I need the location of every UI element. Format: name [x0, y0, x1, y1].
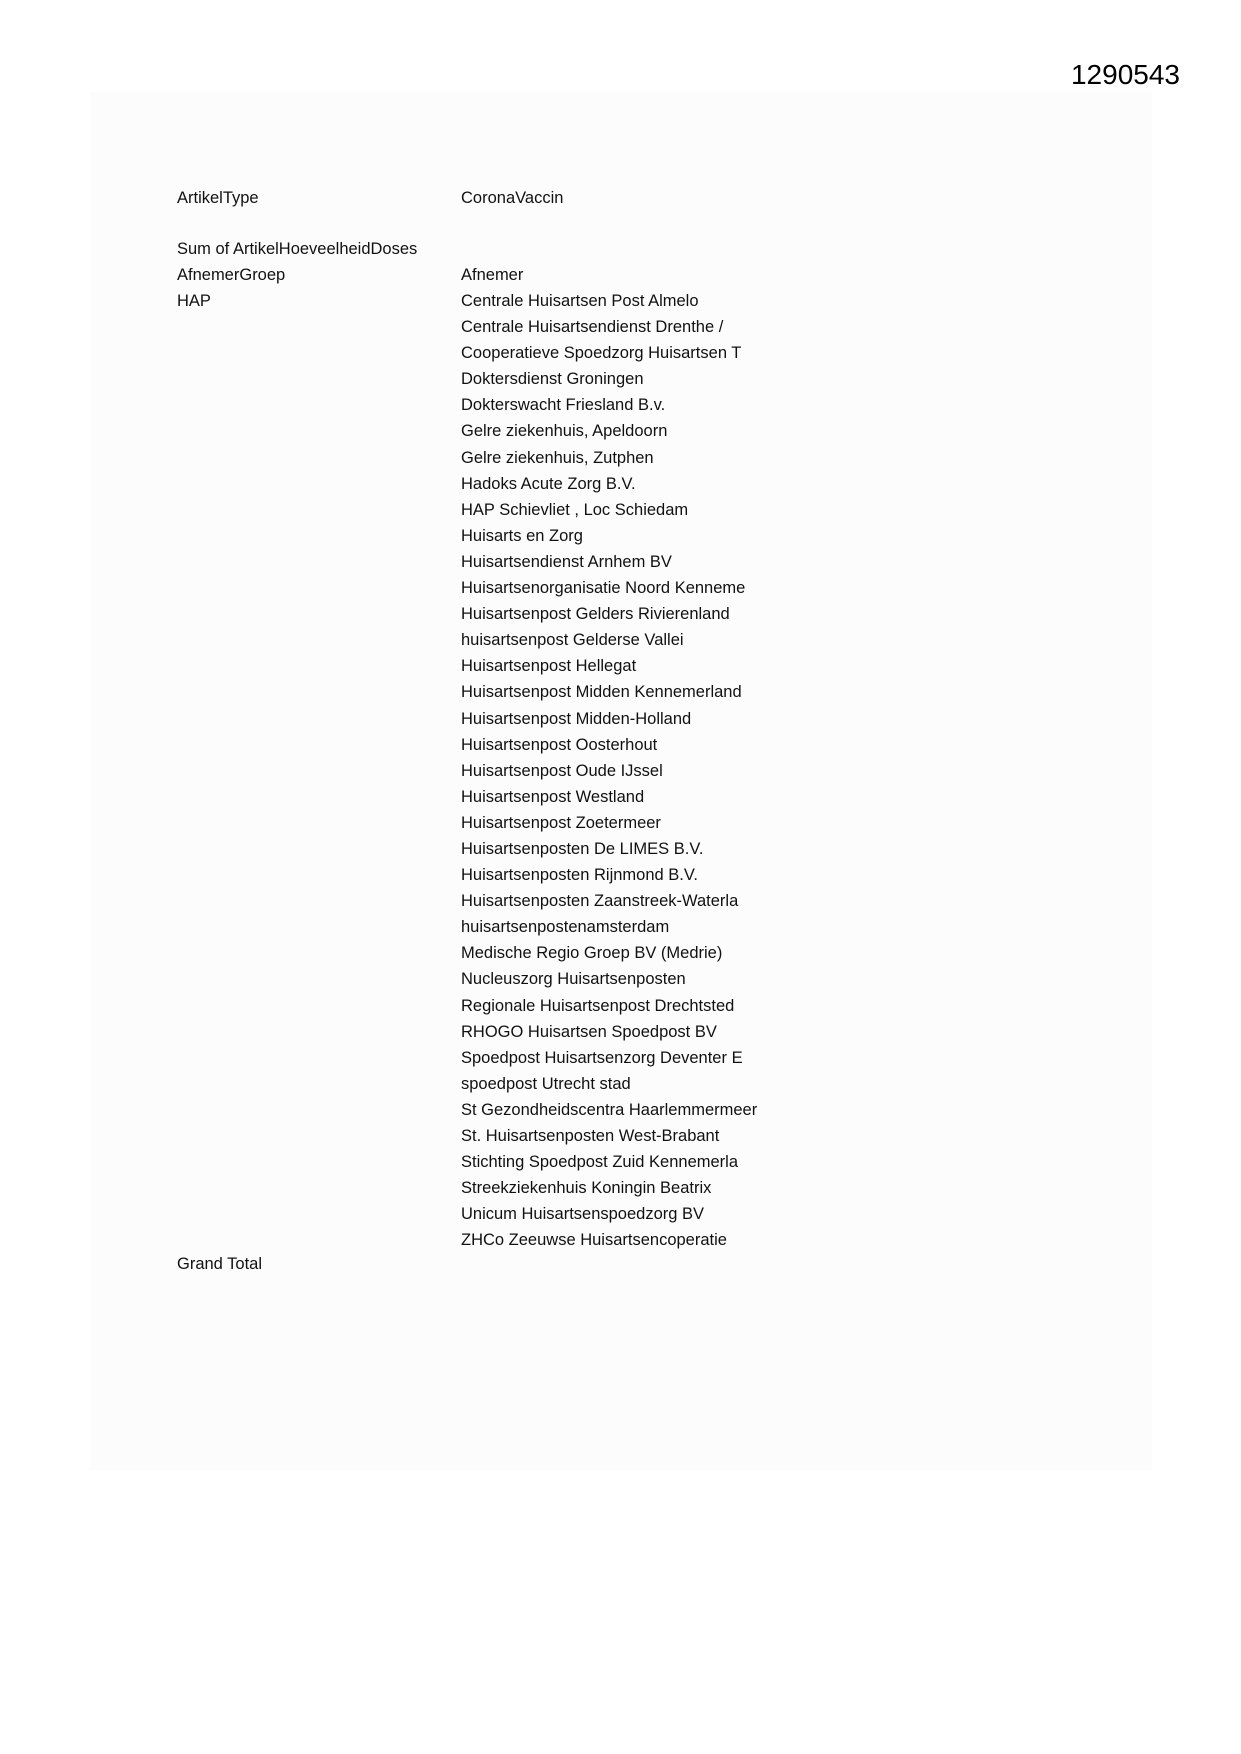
recipient-name: Regionale Huisartsenpost Drechtsted — [461, 996, 735, 1015]
recipient-name: Huisartsenorganisatie Noord Kenneme — [461, 579, 746, 598]
grand-total-label: Grand Total — [177, 1255, 262, 1273]
recipient-name: Gelre ziekenhuis, Zutphen — [461, 448, 654, 467]
header-row — [0, 262, 1241, 288]
recipient-name: Hadoks Acute Zorg B.V. — [461, 474, 636, 493]
group-label: HAP — [177, 292, 211, 310]
measure-label: Sum of ArtikelHoeveelheidDoses — [177, 240, 418, 258]
recipient-name: Dokterswacht Friesland B.v. — [461, 396, 666, 415]
recipient-name: Medische Regio Groep BV (Medrie) — [461, 944, 723, 963]
recipient-name: Huisartsendienst Arnhem BV — [461, 552, 672, 571]
recipient-name: Gelre ziekenhuis, Apeldoorn — [461, 422, 668, 441]
filter-label: ArtikelType — [177, 189, 259, 207]
recipient-name: Huisarts en Zorg — [461, 526, 583, 545]
recipient-name: Huisartsenposten Zaanstreek-Waterla — [461, 892, 739, 911]
recipient-name: Huisartsenpost Oosterhout — [461, 735, 658, 754]
recipient-name: Huisartsenposten De LIMES B.V. — [461, 839, 704, 858]
recipient-name: Centrale Huisartsen Post Almelo — [461, 292, 699, 310]
filter-value: CoronaVaccin — [461, 189, 564, 207]
recipient-name: spoedpost Utrecht stad — [461, 1074, 631, 1093]
recipient-name: Stichting Spoedpost Zuid Kennemerla — [461, 1153, 739, 1172]
document-number: 1290543 — [1070, 59, 1180, 90]
recipient-name: Unicum Huisartsenspoedzorg BV — [461, 1205, 705, 1224]
filter-row — [0, 185, 1241, 211]
recipient-name: Huisartsenpost Zoetermeer — [461, 813, 661, 832]
recipient-name: huisartsenpostenamsterdam — [461, 918, 670, 937]
recipient-name: Centrale Huisartsendienst Drenthe / — [461, 318, 724, 337]
recipient-name: Cooperatieve Spoedzorg Huisartsen T — [461, 344, 742, 363]
recipient-name: Huisartsenpost Midden Kennemerland — [461, 683, 742, 702]
recipient-name: Streekziekenhuis Koningin Beatrix — [461, 1179, 712, 1198]
recipient-name: St. Huisartsenposten West-Brabant — [461, 1127, 720, 1145]
recipient-name: Huisartsenpost Gelders Rivierenland — [461, 605, 730, 624]
recipient-name: Huisartsenpost Oude IJssel — [461, 761, 663, 780]
recipient-name: huisartsenpost Gelderse Vallei — [461, 631, 684, 650]
recipient-name: Nucleuszorg Huisartsenposten — [461, 970, 686, 989]
recipient-name: Huisartsenpost Midden-Holland — [461, 709, 692, 728]
recipient-name: ZHCo Zeeuwse Huisartsencoperatie — [461, 1231, 727, 1250]
recipient-name: Spoedpost Huisartsenzorg Deventer E — [461, 1048, 743, 1067]
recipient-name: Huisartsenpost Hellegat — [461, 657, 637, 676]
group-header: AfnemerGroep — [177, 266, 286, 284]
recipient-name: Doktersdienst Groningen — [461, 370, 644, 389]
recipient-name: HAP Schievliet , Loc Schiedam — [461, 500, 689, 519]
recipient-name: RHOGO Huisartsen Spoedpost BV — [461, 1022, 717, 1041]
recipient-name: St Gezondheidscentra Haarlemmermeer — [461, 1100, 758, 1119]
recipient-name: Huisartsenposten Rijnmond B.V. — [461, 866, 698, 885]
grand-total-row — [0, 1251, 1241, 1277]
measure-row — [0, 236, 1241, 262]
recipient-header: Afnemer — [461, 266, 524, 284]
recipient-name: Huisartsenpost Westland — [461, 787, 645, 806]
